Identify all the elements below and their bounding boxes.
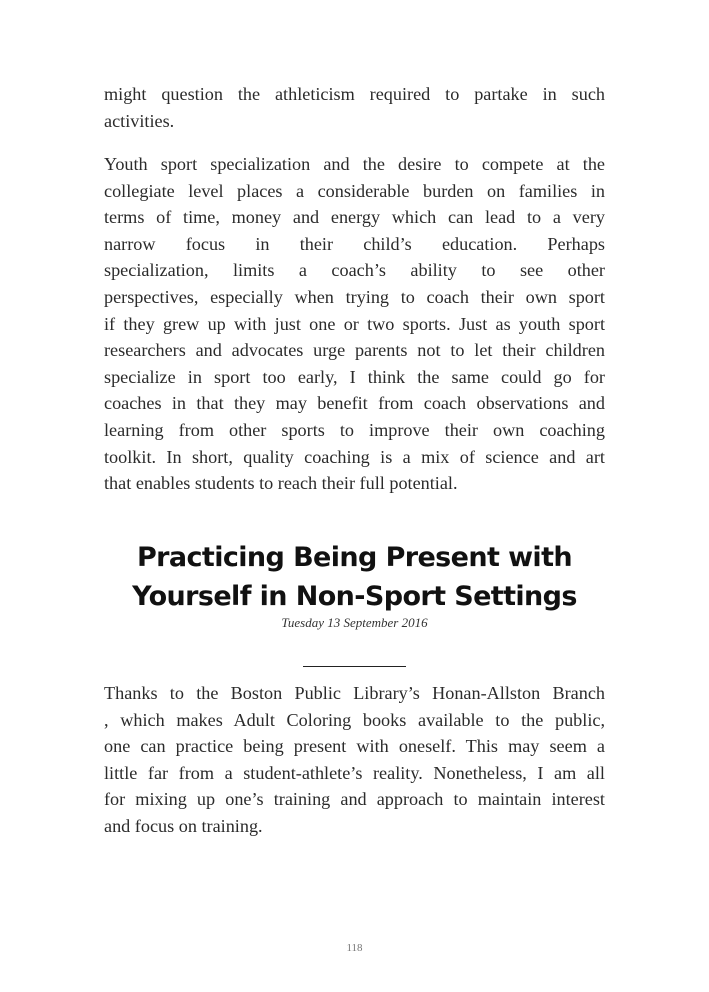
text-line: specialization, limits a coach’s ability to see other: [104, 260, 605, 281]
paragraph-continuation: [104, 81, 605, 134]
text-line: might question the athleticism required to partake in such: [104, 84, 605, 104]
text-line: specialize in sport too early, I think the same could go for: [104, 366, 605, 387]
divider: [303, 666, 406, 667]
text-line: , which makes Adult Coloring books available to the public,: [104, 709, 605, 730]
text-line: learning from other sports to improve their own coaching: [104, 419, 605, 440]
text-line: for mixing up one’s training and approach to maintain interest: [104, 789, 605, 810]
paragraph-specialization: [104, 151, 605, 497]
text-line: researchers and advocates urge parents not to let their children: [104, 340, 605, 361]
page-number: 118: [346, 942, 363, 954]
post-date: Tuesday 13 September 2016: [281, 615, 428, 630]
text-line: coaches in that they may benefit from coach observations and: [104, 393, 605, 414]
text-line: Thanks to the Boston Public Library’s Honan-Allston Branch: [104, 683, 605, 703]
text-line: collegiate level places a considerable burden on families in: [104, 180, 605, 201]
heading-line-2: Yourself in Non-Sport Settings: [132, 581, 577, 612]
text-line: and focus on training.: [104, 815, 263, 836]
text-line: perspectives, especially when trying to coach their own sport: [104, 286, 605, 307]
text-line: that enables students to reach their full potential.: [104, 473, 458, 494]
text-line: one can practice being present with oneself. This may seem a: [104, 736, 605, 757]
text-line: Youth sport specialization and the desire to compete at the: [104, 154, 605, 174]
text-line: little far from a student-athlete’s reality. Nonetheless, I am all: [104, 762, 605, 783]
heading-line-1: Practicing Being Present with: [136, 542, 573, 573]
text-line: if they grew up with just one or two sports. Just as youth sport: [104, 313, 605, 334]
paragraph-coloring: [104, 680, 605, 840]
text-line: activities.: [104, 110, 175, 131]
text-line: narrow focus in their child’s education. Perhaps: [104, 233, 605, 254]
text-line: toolkit. In short, quality coaching is a mix of science and art: [104, 446, 605, 467]
section-heading: [0, 538, 709, 616]
text-line: terms of time, money and energy which can lead to a very: [104, 207, 605, 228]
